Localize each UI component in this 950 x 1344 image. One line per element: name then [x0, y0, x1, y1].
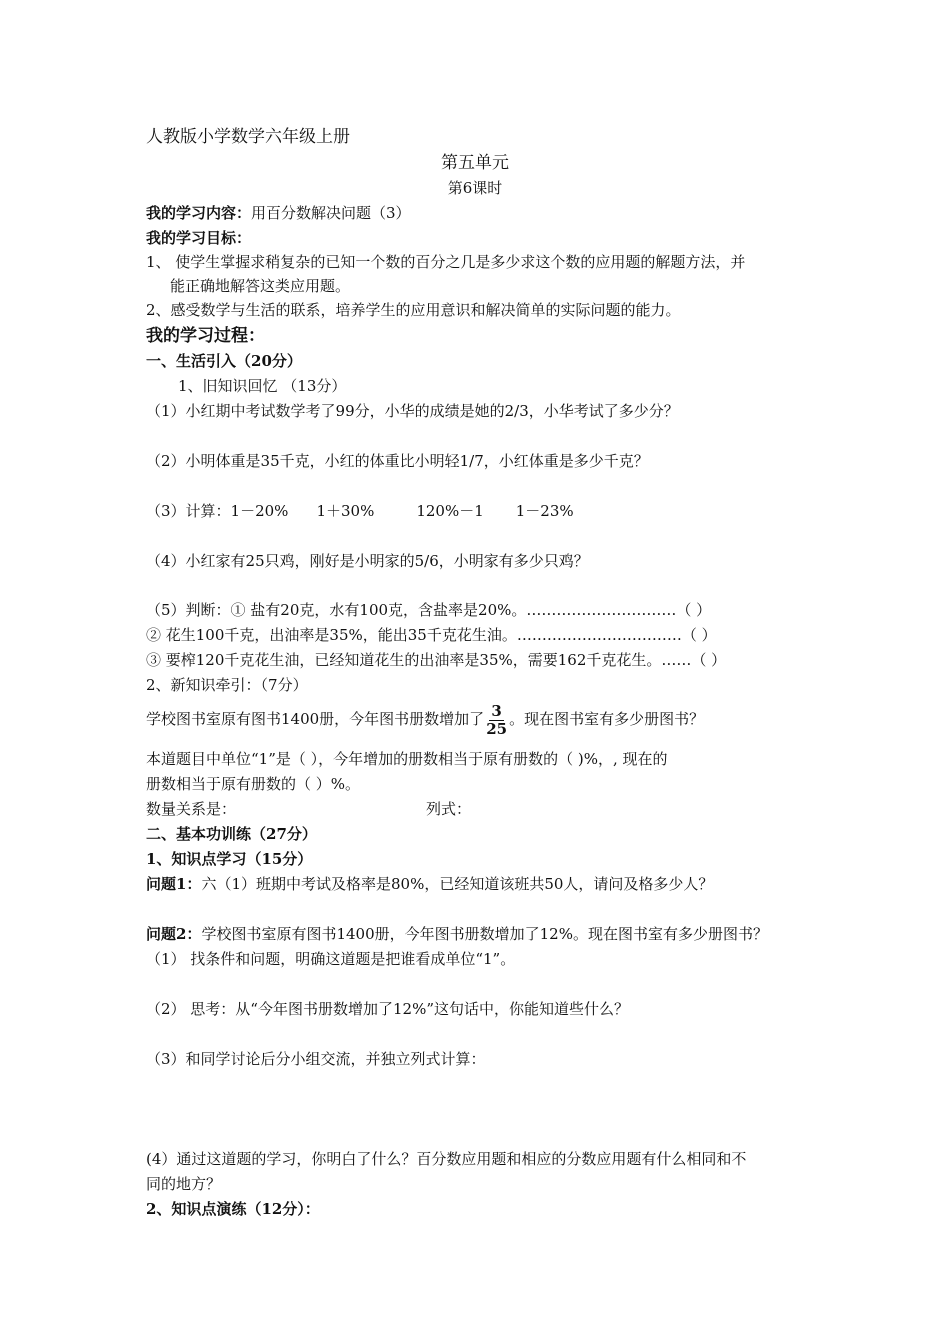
section-2-1-title: 1、知识点学习（15分） [146, 850, 313, 868]
question-5-b: ② 花生100千克，出油率是35%，能出35千克花生油。……………………………（ ） [146, 626, 717, 644]
learning-content-text: 用百分数解决问题（3） [251, 204, 411, 222]
learning-content [146, 203, 411, 223]
question-5-c: ③ 要榨120千克花生油，已经知道花生的出油率是35%，需要162千克花生。……（ ） [146, 651, 727, 669]
section-1-2-title: 2、新知识牵引：（7分） [146, 676, 308, 694]
unit-title: 第五单元 [441, 153, 509, 173]
question-3-label: （3）计算： [146, 502, 231, 520]
section-2-2-title: 2、知识点演练（12分）： [146, 1200, 320, 1218]
goal-1-line-2: 能正确地解答这类应用题。 [170, 277, 351, 295]
section-1-title: 一、生活引入（20分） [146, 352, 302, 370]
step-3: （3）和同学讨论后分小组交流，并独立列式计算： [146, 1050, 486, 1068]
question-3 [146, 501, 574, 521]
fraction [486, 703, 507, 738]
learning-content-label: 我的学习内容： [146, 204, 252, 222]
quantity-relation-label: 数量关系是： [146, 800, 237, 818]
problem-2-label: 问题2： [146, 925, 202, 943]
lesson-title: 第6课时 [447, 179, 503, 197]
section-1-1-title: 1、旧知识回忆 （13分） [178, 377, 347, 395]
unit-one-line-2: 册数相当于原有册数的（ ）%。 [146, 775, 361, 793]
goal-2: 2、感受数学与生活的联系，培养学生的应用意识和解决简单的实际问题的能力。 [146, 301, 681, 319]
question-2: （2）小明体重是35千克，小红的体重比小明轻1/7，小红体重是多少千克？ [146, 452, 649, 470]
problem-1-text: 六（1）班期中考试及格率是80%，已经知道该班共50人，请问及格多少人？ [201, 875, 714, 893]
new-knowledge-text-post: 。现在图书室有多少册图书？ [509, 710, 705, 728]
calc-item-3: 120%－1 [416, 502, 484, 520]
relation-line [146, 799, 471, 819]
step-2: （2） 思考：从“今年图书册数增加了12%”这句话中，你能知道些什么？ [146, 1000, 629, 1018]
problem-1-label: 问题1： [146, 875, 202, 893]
problem-2-text: 学校图书室原有图书1400册，今年图书册数增加了12%。现在图书室有多少册图书？ [201, 925, 768, 943]
new-knowledge-problem [146, 700, 704, 738]
learning-goals-label: 我的学习目标： [146, 229, 252, 247]
problem-2 [146, 924, 768, 944]
unit-one-line-1: 本道题目中单位“1”是（ ），今年增加的册数相当于原有册数的（ )%，, 现在的 [146, 750, 668, 768]
section-2-title: 二、基本功训练（27分） [146, 825, 317, 843]
question-5-a: （5）判断：① 盐有20克，水有100克，含盐率是20%。…………………………（ ） [146, 601, 712, 619]
learning-process-label: 我的学习过程： [146, 326, 265, 346]
calc-item-4: 1－23% [515, 502, 574, 520]
fraction-denominator: 25 [486, 719, 508, 738]
book-title: 人教版小学数学六年级上册 [146, 127, 350, 147]
step-4-line-2: 同的地方？ [146, 1175, 222, 1193]
formula-label: 列式： [426, 800, 472, 818]
calc-item-1: 1－20% [230, 502, 289, 520]
question-1: （1）小红期中考试数学考了99分，小华的成绩是她的2/3，小华考试了多少分？ [146, 402, 679, 420]
goal-1-line-1: 1、 使学生掌握求稍复杂的已知一个数的百分之几是多少求这个数的应用题的解题方法，并 [146, 253, 746, 271]
new-knowledge-text-pre: 学校图书室原有图书1400册，今年图书册数增加了 [146, 710, 485, 728]
calc-item-2: 1＋30% [316, 502, 375, 520]
step-4-line-1: (4）通过这道题的学习，你明白了什么？百分数应用题和相应的分数应用题有什么相同和不 [146, 1150, 747, 1168]
problem-1 [146, 874, 713, 894]
step-1: （1） 找条件和问题，明确这道题是把谁看成单位“1”。 [146, 950, 516, 968]
fraction-numerator: 3 [491, 701, 502, 720]
question-4: （4）小红家有25只鸡，刚好是小明家的5/6，小明家有多少只鸡？ [146, 552, 589, 570]
